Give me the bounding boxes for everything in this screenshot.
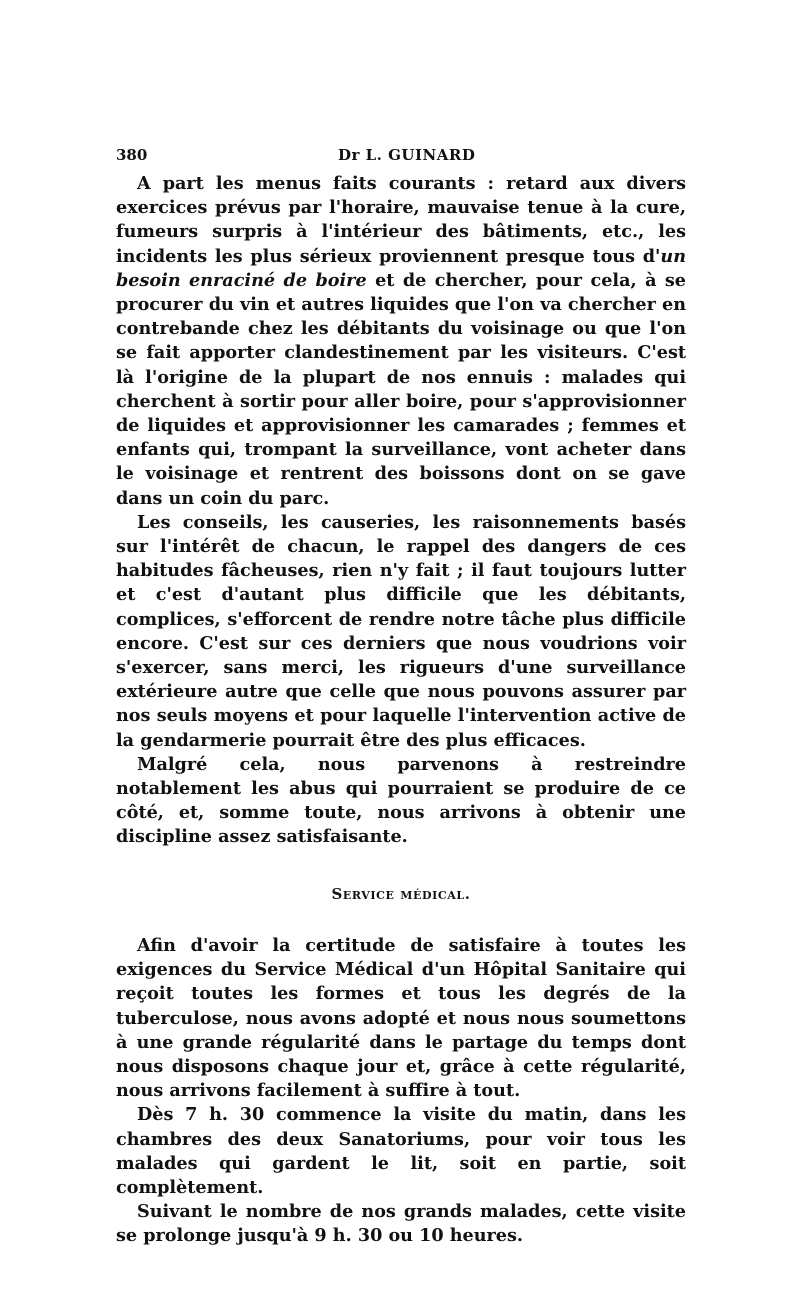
paragraph: Afin d'avoir la certitude de satisfaire à toutes les exigences du Service Médical d'un Hôpital Sanitaire qui reçoit toutes les formes et tous les degrés de la tuberculose, nous avons adopté et nous nous soumettons à une grande régularité dans le partage du temps dont nous disposons chaque jour et, grâce à cette régularité, nous arrivons facilement à suffire à tout. (116, 934, 686, 1102)
book-page (116, 146, 686, 1249)
body-text (116, 172, 686, 1249)
paragraph-text: et de chercher, pour cela, à se procurer du vin et autres liquides que l'on va chercher en contrebande chez les débitants du voisinage ou que l'on se fait apporter clandestinement par les visiteurs. C'est là l'origine de la plupart de nos ennuis : malades qui cherchent à sortir pour aller boire, pour s'approvisionner de liquides et approvisionner les camarades ; femmes et enfants qui, trompant la surveillance, vont acheter dans le voisinage et rentrent des boissons dont on se gave dans un coin du parc. (116, 269, 686, 509)
paragraph: Les conseils, les causeries, les raisonnements basés sur l'intérêt de chacun, le rappel des dangers de ces habitudes fâcheuses, rien n'y fait ; il faut toujours lutter et c'est d'autant plus difficile que les débitants, complices, s'efforcent de rendre notre tâche plus difficile encore. C'est sur ces derniers que nous voudrions voir s'exercer, sans merci, les rigueurs d'une surveillance extérieure autre que celle que nous pouvons assurer par nos seuls moyens et pour laquelle l'intervention active de la gendarmerie pourrait être des plus efficaces. (116, 511, 686, 751)
running-head (116, 146, 686, 172)
paragraph: Suivant le nombre de nos grands malades, cette visite se prolonge jusqu'à 9 h. 30 ou 10 heures. (116, 1201, 686, 1247)
section-heading: Service médical. (331, 884, 471, 903)
page-number: 380 (116, 146, 148, 164)
paragraph (116, 172, 686, 511)
emphasized-text: un besoin enraciné de boire (116, 245, 686, 291)
paragraph-text: A part les menus faits courants : retard aux divers exercices prévus par l'horaire, mauvaise tenue à la cure, fumeurs surpris à l'intérieur des bâtiments, etc., les incidents les plus sérieux proviennent presque tous d' (116, 173, 686, 267)
paragraph: Malgré cela, nous parvenons à restreindre notablement les abus qui pourraient se produire de ce côté, et, somme toute, nous arrivons à obtenir une discipline assez satisfaisante. (116, 753, 686, 848)
paragraph: Dès 7 h. 30 commence la visite du matin, dans les chambres des deux Sanatoriums, pour voir tous les malades qui gardent le lit, soit en partie, soit complètement. (116, 1104, 686, 1198)
author-name: Dr L. GUINARD (338, 146, 476, 164)
